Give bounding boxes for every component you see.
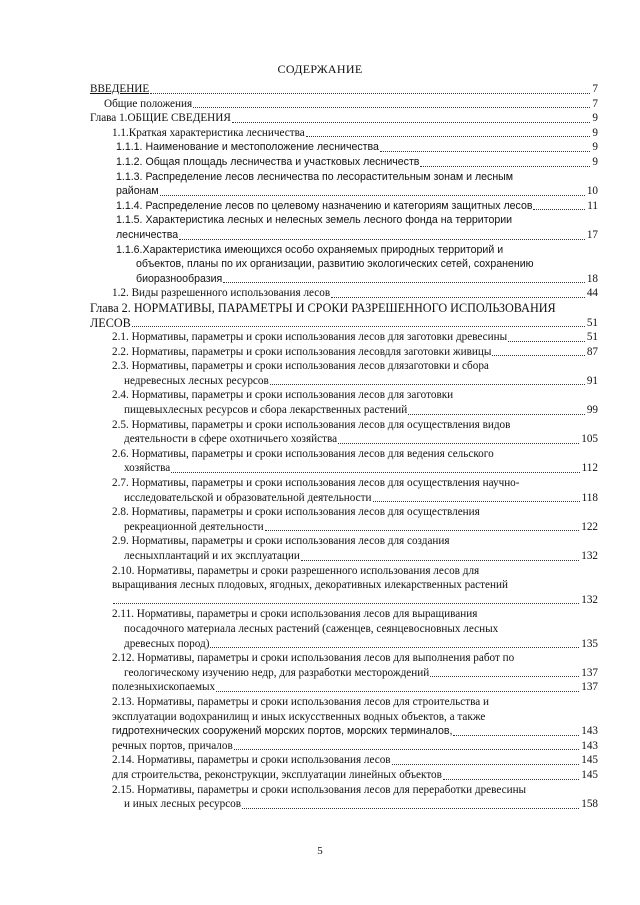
dot-leader bbox=[420, 166, 590, 167]
toc-entry[interactable] bbox=[90, 418, 598, 447]
toc-entry-text: 2.4. Нормативы, параметры и сроки использования лесов для заготовки bbox=[112, 389, 454, 402]
toc-entry[interactable] bbox=[90, 126, 598, 141]
dot-leader bbox=[338, 443, 579, 444]
toc-entry-text: 2.8. Нормативы, параметры и сроки использования лесов для осуществления bbox=[112, 506, 480, 519]
toc-entry[interactable] bbox=[90, 739, 598, 754]
toc-page-number: 112 bbox=[581, 462, 598, 475]
toc-entry-text: пищевыхлесных ресурсов и сбора лекарственных растений bbox=[124, 404, 408, 417]
toc-entry-text: 2.9. Нормативы, параметры и сроки использования лесов для создания bbox=[112, 535, 450, 548]
toc-page-number: 9 bbox=[592, 155, 598, 168]
toc-entry-text: 2.12. Нормативы, параметры и сроки использования лесов для выполнения работ по bbox=[112, 652, 515, 665]
toc-entry[interactable] bbox=[90, 564, 598, 608]
toc-entry-text: исследовательской и образовательной деятельности bbox=[124, 491, 372, 504]
toc-page-number: 158 bbox=[581, 798, 598, 811]
dot-leader bbox=[380, 151, 590, 152]
toc-entry[interactable] bbox=[90, 783, 598, 812]
toc-entry[interactable] bbox=[90, 140, 598, 155]
toc-entry-text: лесничества bbox=[116, 228, 179, 241]
toc-entry-text: биоразнообразия bbox=[136, 272, 223, 285]
dot-leader bbox=[179, 239, 585, 240]
toc-entry[interactable] bbox=[90, 534, 598, 563]
toc-entry-text: Глава 2. НОРМАТИВЫ, ПАРАМЕТРЫ И СРОКИ РАЗРЕШЕННОГО ИСПОЛЬЗОВАНИЯ bbox=[90, 300, 556, 315]
toc-page-number: 143 bbox=[581, 739, 598, 752]
toc-entry-text: 2.7. Нормативы, параметры и сроки использования лесов для осуществления научно- bbox=[112, 477, 520, 490]
toc-page-number: 135 bbox=[581, 637, 598, 650]
toc-entry-text: древесных пород) bbox=[124, 637, 210, 650]
toc-page-number: 51 bbox=[586, 331, 598, 344]
toc-page-number: 10 bbox=[586, 185, 598, 198]
toc-entry-text: Общие положения bbox=[104, 97, 193, 110]
toc-page-number: 137 bbox=[581, 681, 598, 694]
toc-entry-text: деятельности в сфере охотничьего хозяйства bbox=[124, 433, 338, 446]
toc-page-number: 99 bbox=[586, 404, 598, 417]
toc-entry-text: посадочного материала лесных растений (саженцев, сеянцевосновных лесных bbox=[124, 622, 499, 635]
toc-page-number: 11 bbox=[587, 199, 598, 212]
toc-entry[interactable] bbox=[90, 345, 598, 360]
toc-entry-text: рекреационной деятельности bbox=[124, 520, 264, 533]
toc-entry-text: ВВЕДЕНИЕ bbox=[90, 83, 150, 95]
toc-entry[interactable] bbox=[90, 651, 598, 680]
toc-page-number: 7 bbox=[592, 97, 598, 110]
dot-leader bbox=[160, 195, 585, 196]
toc-entry-text: и иных лесных ресурсов bbox=[124, 798, 242, 811]
dot-leader bbox=[408, 414, 585, 415]
dot-leader bbox=[430, 676, 579, 677]
toc-entry-text: Глава 1.ОБЩИЕ СВЕДЕНИЯ bbox=[90, 112, 231, 125]
toc-page-number: 87 bbox=[586, 345, 598, 358]
toc-entry[interactable] bbox=[90, 388, 598, 417]
dot-leader bbox=[265, 530, 580, 531]
toc-entry-text: 2.3. Нормативы, параметры и сроки использования лесов длязаготовки и сбора bbox=[112, 360, 489, 373]
toc-entry[interactable] bbox=[90, 286, 598, 301]
dot-leader bbox=[210, 647, 579, 648]
toc-entry-text: 2.6. Нормативы, параметры и сроки использования лесов для ведения сельского bbox=[112, 447, 494, 460]
toc-entry-text: 2.13. Нормативы, параметры и сроки использования лесов для строительства и bbox=[112, 695, 490, 708]
toc-entry-text: объектов, планы по их организации, развитию экологических сетей, сохранению bbox=[136, 258, 534, 271]
toc-entry-text: речных портов, причалов bbox=[112, 739, 233, 752]
toc-entry-text: геологическому изучению недр, для разработки месторождений bbox=[124, 666, 430, 679]
toc-entry[interactable] bbox=[90, 82, 598, 97]
toc-entry-text: 2.14. Нормативы, параметры и сроки использования лесов bbox=[112, 754, 391, 767]
toc-entry-text: хозяйства bbox=[124, 462, 171, 475]
dot-leader bbox=[171, 472, 579, 473]
dot-leader bbox=[150, 93, 590, 94]
dot-leader bbox=[193, 107, 590, 108]
toc-entry-text: 1.1.Краткая характеристика лесничества bbox=[112, 126, 305, 139]
toc-entry-text: 1.1.4. Распределение лесов по целевому назначению и категориям защитных лесов bbox=[116, 199, 533, 212]
toc-entry-text: 2.11. Нормативы, параметры и сроки использования лесов для выращивания bbox=[112, 608, 478, 621]
toc-entry[interactable] bbox=[90, 753, 598, 768]
toc-entry-text: эксплуатации водохранилищ и иных искусственных водных объектов, а также bbox=[112, 710, 486, 723]
dot-leader bbox=[508, 341, 585, 342]
toc-page-number: 105 bbox=[581, 433, 598, 446]
dot-leader bbox=[242, 808, 579, 809]
dot-leader bbox=[533, 209, 585, 210]
dot-leader bbox=[113, 603, 579, 604]
toc-page-number: 44 bbox=[586, 287, 598, 300]
toc-page-number: 137 bbox=[581, 666, 598, 679]
toc-entry[interactable] bbox=[90, 359, 598, 388]
toc-page-number: 145 bbox=[581, 754, 598, 767]
toc-page-number: 145 bbox=[581, 768, 598, 781]
dot-leader bbox=[216, 691, 579, 692]
toc-entry[interactable] bbox=[90, 199, 598, 214]
toc-page-number: 17 bbox=[586, 228, 598, 241]
toc-entry-text: 2.2. Нормативы, параметры и сроки использования лесовдля заготовки живицы bbox=[112, 345, 492, 358]
toc-entry-text: лесныхплантаций и их эксплуатации bbox=[124, 550, 300, 562]
toc-entry[interactable] bbox=[90, 476, 598, 505]
toc-entry[interactable] bbox=[90, 301, 598, 330]
toc-entry[interactable] bbox=[90, 505, 598, 534]
toc-entry-text: 1.1.1. Наименование и местоположение лесничества bbox=[116, 141, 379, 154]
dot-leader bbox=[492, 355, 584, 356]
toc-entry[interactable] bbox=[90, 213, 598, 242]
toc-entry[interactable] bbox=[90, 243, 598, 287]
page-number: 5 bbox=[317, 845, 323, 857]
dot-leader bbox=[132, 326, 585, 327]
toc-entry[interactable] bbox=[90, 447, 598, 476]
toc-entry[interactable] bbox=[90, 695, 598, 739]
toc-page-number: 122 bbox=[581, 520, 598, 533]
toc-entry[interactable] bbox=[90, 607, 598, 651]
toc-entry[interactable] bbox=[90, 768, 598, 783]
toc-entry[interactable] bbox=[90, 155, 598, 170]
toc-entry-text: 2.15. Нормативы, параметры и сроки использования лесов для переработки древесины bbox=[112, 783, 527, 796]
dot-leader bbox=[306, 136, 591, 137]
toc-page-number: 9 bbox=[592, 141, 598, 154]
toc-entry-text: 1.2. Виды разрешенного использования лесов bbox=[112, 287, 331, 300]
toc-entry-text: 2.1. Нормативы, параметры и сроки использования лесов для заготовки древесины bbox=[112, 331, 508, 344]
page-title: СОДЕРЖАНИЕ bbox=[277, 62, 363, 76]
toc-entry[interactable] bbox=[90, 170, 598, 199]
toc-page-number: 7 bbox=[592, 83, 598, 95]
toc-entry[interactable] bbox=[90, 97, 598, 112]
toc-entry-text: районам bbox=[116, 185, 159, 198]
dot-leader bbox=[443, 779, 579, 780]
toc-entry-text: для строительства, реконструкции, эксплуатации линейных объектов bbox=[112, 768, 442, 781]
toc-entry-text: 1.1.3. Распределение лесов лесничества по лесорастительным зонам и лесным bbox=[116, 170, 514, 183]
dot-leader bbox=[373, 501, 580, 502]
toc-page-number: 132 bbox=[581, 550, 598, 562]
dot-leader bbox=[234, 749, 579, 750]
toc-entry-text: 1.1.2. Общая площадь лесничества и участковых лесничеств bbox=[116, 155, 420, 168]
dot-leader bbox=[301, 560, 579, 561]
dot-leader bbox=[453, 735, 579, 736]
table-of-contents bbox=[90, 82, 598, 812]
dot-leader bbox=[392, 764, 580, 765]
toc-entry-text: выращивания лесных плодовых, ягодных, декоративных илекарственных растений bbox=[112, 579, 508, 592]
toc-entry-text: недревесных лесных ресурсов bbox=[124, 374, 269, 387]
toc-page-number: 118 bbox=[581, 491, 598, 504]
toc-entry[interactable] bbox=[90, 111, 598, 126]
toc-entry-text: полезныхископаемых bbox=[112, 681, 216, 694]
dot-leader bbox=[232, 122, 591, 123]
dot-leader bbox=[270, 384, 585, 385]
toc-entry-text: 2.10. Нормативы, параметры и сроки разрешенного использования лесов для bbox=[112, 564, 480, 577]
toc-page-number: 91 bbox=[586, 374, 598, 387]
toc-page-number: 132 bbox=[581, 593, 598, 606]
toc-page-number: 9 bbox=[592, 126, 598, 139]
toc-entry-text: 1.1.6.Характеристика имеющихся особо охраняемых природных территорий и bbox=[116, 243, 504, 256]
toc-entry[interactable] bbox=[90, 680, 598, 695]
toc-page-number: 9 bbox=[592, 112, 598, 125]
toc-entry[interactable] bbox=[90, 330, 598, 345]
toc-page-number: 18 bbox=[586, 272, 598, 285]
toc-entry-text: 1.1.5. Характеристика лесных и нелесных земель лесного фонда на территории bbox=[116, 214, 513, 227]
toc-entry-text: 2.5. Нормативы, параметры и сроки использования лесов для осуществления видов bbox=[112, 418, 511, 431]
toc-page-number: 51 bbox=[586, 316, 598, 329]
toc-entry-text: гидротехнических сооружений морских портов, морских терминалов, bbox=[112, 725, 453, 738]
dot-leader bbox=[223, 282, 585, 283]
toc-page-number: 143 bbox=[581, 725, 598, 738]
dot-leader bbox=[331, 297, 585, 298]
toc-entry-text: ЛЕСОВ bbox=[90, 315, 131, 330]
